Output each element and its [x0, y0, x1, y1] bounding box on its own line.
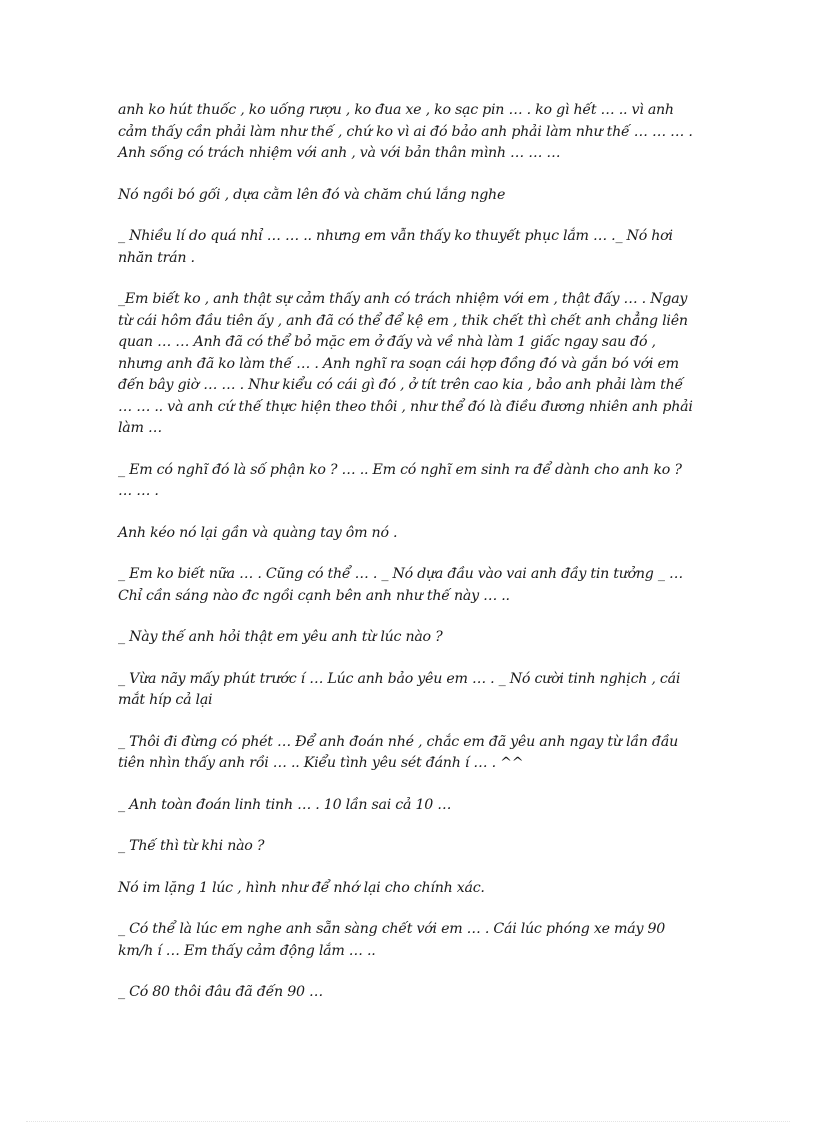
- text-line: mắt híp cả lại: [118, 692, 213, 708]
- text-line: anh ko hút thuốc , ko uống rượu , ko đua xe , ko sạc pin … . ko gì hết … .. vì anh: [118, 102, 674, 118]
- paragraph: [118, 460, 698, 503]
- text-line: Nó ngồi bó gối , dựa cằm lên đó và chăm chú lắng nghe: [118, 186, 506, 203]
- text-line: Anh kéo nó lại gần và quàng tay ôm nó .: [118, 524, 398, 541]
- text-line: tiên nhìn thấy anh rồi … .. Kiểu tình yêu sét đánh í … . ^^: [118, 755, 524, 771]
- paragraph: [118, 185, 698, 207]
- text-line: _ Có thể là lúc em nghe anh sẵn sàng chết với em … . Cái lúc phóng xe máy 90: [118, 921, 666, 937]
- paragraph: [118, 919, 698, 962]
- text-line: Anh sống có trách nhiệm với anh , và với bản thân mình … … …: [118, 145, 561, 161]
- text-line: _ Em ko biết nữa … . Cũng có thể … . _ Nó dựa đầu vào vai anh đầy tin tưởng _ …: [118, 566, 683, 582]
- text-line: cảm thấy cần phải làm như thế , chứ ko vì ai đó bảo anh phải làm như thế … … … .: [118, 123, 693, 140]
- text-line: làm …: [118, 420, 162, 436]
- text-line: _ Thế thì từ khi nào ?: [118, 838, 265, 854]
- paragraph: [118, 795, 698, 817]
- text-line: _ Anh toàn đoán linh tinh … . 10 lần sai cả 10 …: [118, 796, 452, 813]
- text-line: _ Này thế anh hỏi thật em yêu anh từ lúc nào ?: [118, 629, 443, 645]
- text-line: km/h í … Em thấy cảm động lắm … ..: [118, 942, 376, 959]
- paragraph: [118, 100, 698, 165]
- paragraph: [118, 627, 698, 649]
- paragraph: [118, 982, 698, 1004]
- page-bottom-divider: [26, 1121, 790, 1122]
- paragraph: [118, 836, 698, 858]
- text-line: nhưng anh đã ko làm thế … . Anh nghĩ ra soạn cái hợp đồng đó và gắn bó với em: [118, 355, 679, 372]
- text-line: _ Thôi đi đừng có phét … Để anh đoán nhé , chắc em đã yêu anh ngay từ lần đầu: [118, 733, 679, 750]
- paragraph: [118, 226, 698, 269]
- paragraph: [118, 669, 698, 712]
- text-line: nhăn trán .: [118, 249, 195, 266]
- paragraph: [118, 523, 698, 545]
- text-line: từ cái hôm đầu tiên ấy , anh đã có thể để kệ em , thik chết thì chết anh chẳng liên: [118, 312, 688, 329]
- document-body: [118, 100, 698, 1024]
- paragraph: [118, 564, 698, 607]
- text-line: _Em biết ko , anh thật sự cảm thấy anh có trách nhiệm với em , thật đấy … . Ngay: [118, 291, 688, 307]
- text-line: _ Vừa nãy mấy phút trước í … Lúc anh bảo yêu em … . _ Nó cười tinh nghịch , cái: [118, 670, 681, 687]
- text-line: _ Nhiều lí do quá nhỉ … … .. nhưng em vẫn thấy ko thuyết phục lắm … ._ Nó hơi: [118, 228, 673, 244]
- text-line: _ Em có nghĩ đó là số phận ko ? … .. Em có nghĩ em sinh ra để dành cho anh ko ?: [118, 461, 682, 478]
- paragraph: [118, 289, 698, 440]
- text-line: … … .. và anh cứ thế thực hiện theo thôi , như thể đó là điều đương nhiên anh phải: [118, 398, 693, 415]
- text-line: Chỉ cần sáng nào đc ngồi cạnh bên anh như thế này … ..: [118, 587, 510, 604]
- text-line: Nó im lặng 1 lúc , hình như để nhớ lại cho chính xác.: [118, 879, 485, 896]
- text-line: _ Có 80 thôi đâu đã đến 90 …: [118, 984, 323, 1000]
- paragraph: [118, 732, 698, 775]
- text-line: quan … … Anh đã có thể bỏ mặc em ở đấy và về nhà làm 1 giấc ngay sau đó ,: [118, 334, 656, 350]
- text-line: … … .: [118, 483, 159, 499]
- paragraph: [118, 878, 698, 900]
- text-line: đến bây giờ … … . Như kiểu có cái gì đó , ở tít trên cao kia , bảo anh phải làm thế: [118, 377, 683, 393]
